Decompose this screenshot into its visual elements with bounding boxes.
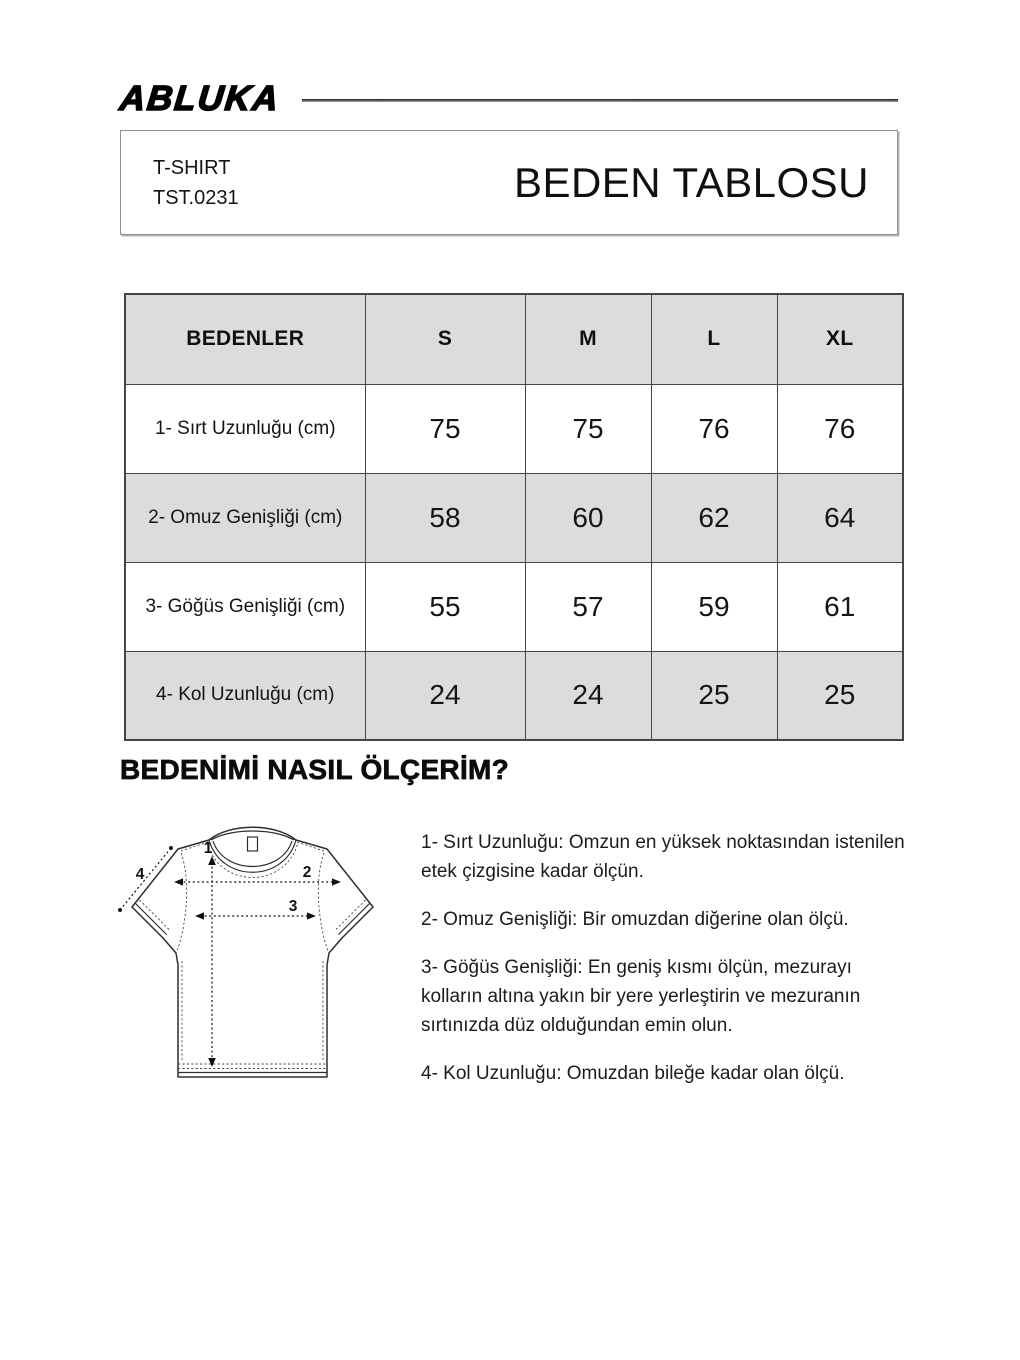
table-row-back-length: [125, 384, 903, 473]
table-row-sleeve-length: [125, 651, 903, 740]
size-value: 62: [651, 473, 777, 562]
table-row-shoulder-width: [125, 473, 903, 562]
product-meta: [153, 153, 239, 213]
row-label: 3- Göğüs Genişliği (cm): [125, 562, 365, 651]
size-value: 24: [365, 651, 525, 740]
column-header-bedenler: BEDENLER: [125, 294, 365, 384]
diagram-label-sleeve-length: 4: [135, 866, 145, 883]
size-value: 55: [365, 562, 525, 651]
size-value: 58: [365, 473, 525, 562]
diagram-label-shoulder-width: 2: [302, 864, 312, 881]
brand-rule-line: [302, 99, 898, 102]
measurement-instructions: [421, 828, 905, 1107]
column-header-l: L: [651, 294, 777, 384]
instruction-shoulder-width: 2- Omuz Genişliği: Bir omuzdan diğerine olan ölçü.: [421, 909, 849, 930]
product-name: T-SHIRT: [153, 156, 231, 179]
size-value: 25: [651, 651, 777, 740]
instruction-chest-width: 3- Göğüs Genişliği: En geniş kısmı ölçün, mezurayı kolların altına yakın bir yere yerleştirin ve mezuranın sırtınızda düz olduğundan emin olun.: [421, 957, 861, 1036]
column-header-m: M: [525, 294, 651, 384]
instruction-sleeve-length: 4- Kol Uzunluğu: Omuzdan bileğe kadar olan ölçü.: [421, 1063, 845, 1084]
size-value: 25: [777, 651, 903, 740]
product-code: TST.0231: [153, 186, 239, 209]
size-value: 24: [525, 651, 651, 740]
size-value: 61: [777, 562, 903, 651]
size-value: 60: [525, 473, 651, 562]
size-value: 75: [365, 384, 525, 473]
size-value: 75: [525, 384, 651, 473]
table-header-row: [125, 294, 903, 384]
tshirt-outline: [132, 827, 373, 1077]
diagram-label-back-length: 1: [203, 840, 213, 857]
table-row-chest-width: [125, 562, 903, 651]
size-value: 64: [777, 473, 903, 562]
size-value: 76: [651, 384, 777, 473]
size-value: 76: [777, 384, 903, 473]
row-label: 4- Kol Uzunluğu (cm): [125, 651, 365, 740]
page-title: BEDEN TABLOSU: [513, 158, 869, 206]
size-value: 59: [651, 562, 777, 651]
column-header-s: S: [365, 294, 525, 384]
how-to-heading: BEDENİMİ NASIL ÖLÇERİM?: [120, 754, 510, 785]
brand-logo: ABLUKA: [118, 79, 282, 118]
row-label: 1- Sırt Uzunluğu (cm): [125, 384, 365, 473]
row-label: 2- Omuz Genişliği (cm): [125, 473, 365, 562]
column-header-xl: XL: [777, 294, 903, 384]
size-value: 57: [525, 562, 651, 651]
size-table: [124, 293, 904, 741]
instruction-back-length: 1- Sırt Uzunluğu: Omzun en yüksek noktasından istenilen etek çizgisine kadar ölçün.: [421, 832, 905, 882]
product-title-box: [120, 130, 898, 235]
brand-header: [120, 80, 898, 118]
tshirt-measurement-diagram: [105, 815, 395, 1100]
diagram-label-chest-width: 3: [288, 898, 298, 915]
